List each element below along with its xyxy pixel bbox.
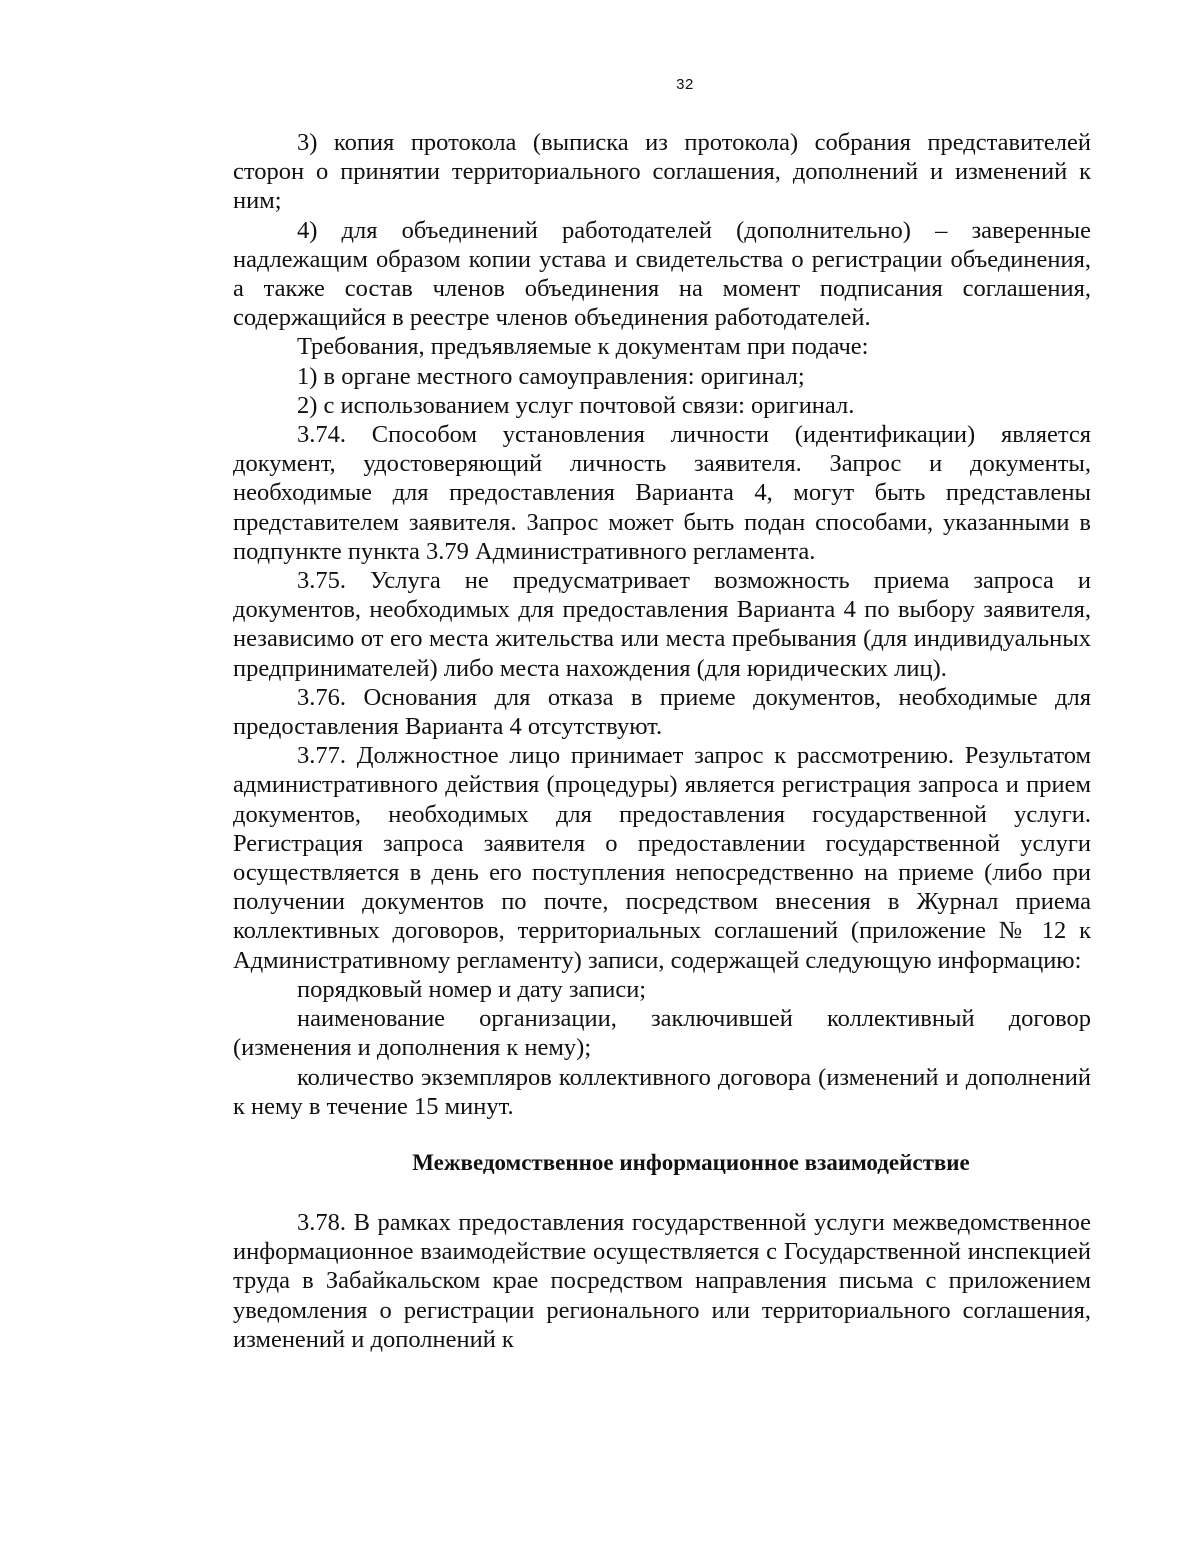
document-body	[233, 128, 1091, 1354]
paragraph-3-77: 3.77. Должностное лицо принимает запрос к рассмотрению. Результатом административного действия (процедуры) является регистрация запроса и прием документов, необходимых для предоставления государственной услуги. Регистрация запроса заявителя о предоставлении государственной услуги осуществляется в день его поступления непосредственно на приеме (либо при получении документов по почте, посредством внесения в Журнал приема коллективных договоров, территориальных соглашений (приложение № 12 к Административному регламенту) записи, содержащей следующую информацию:	[233, 742, 1091, 974]
page-number: 32	[676, 76, 694, 93]
paragraph-item-3-protocol-copy: 3) копия протокола (выписка из протокола) собрания представителей сторон о принятии территориального соглашения, дополнений и изменений к ним;	[233, 129, 1091, 215]
paragraph-3-76: 3.76. Основания для отказа в приеме документов, необходимые для предоставления Варианта 4 отсутствуют.	[233, 683, 1091, 741]
paragraph-document-requirements: Требования, предъявляемые к документам при подаче:	[297, 333, 869, 361]
paragraph-requirement-postal: 2) с использованием услуг почтовой связи: оригинал.	[297, 391, 855, 419]
paragraph-requirement-local-government: 1) в органе местного самоуправления: оригинал;	[297, 362, 805, 390]
paragraph-3-75: 3.75. Услуга не предусматривает возможность приема запроса и документов, необходимых для предоставления Варианта 4 по выбору заявителя, независимо от его места жительства или места пребывания (для индивидуальных предпринимателей) либо места нахождения (для юридических лиц).	[233, 567, 1091, 682]
section-heading: Межведомственное информационное взаимодействие	[412, 1149, 970, 1175]
list-item-organization-name: наименование организации, заключившей коллективный договор (изменения и дополнения к нему);	[233, 1005, 1091, 1062]
paragraph-3-78: 3.78. В рамках предоставления государственной услуги межведомственное информационное взаимодействие осуществляется с Государственной инспекцией труда в Забайкальском крае посредством направления письма с приложением уведомления о регистрации регионального или территориального соглашения, изменений и дополнений к	[233, 1208, 1091, 1353]
list-item-copies-count: количество экземпляров коллективного договора (изменений и дополнений к нему в течение 15 минут.	[233, 1063, 1091, 1120]
paragraph-item-4-employer-associations: 4) для объединений работодателей (дополнительно) – заверенные надлежащим образом копии устава и свидетельства о регистрации объединения, а также состав членов объединения на момент подписания соглашения, содержащийся в реестре членов объединения работодателей.	[233, 216, 1091, 332]
paragraph-3-74: 3.74. Способом установления личности (идентификации) является документ, удостоверяющий личность заявителя. Запрос и документы, необходимые для предоставления Варианта 4, могут быть представлены представителем заявителя. Запрос может быть подан способами, указанными в подпункте пункта 3.79 Административного регламента.	[233, 421, 1091, 565]
list-item-record-number-date: порядковый номер и дату записи;	[297, 975, 647, 1003]
